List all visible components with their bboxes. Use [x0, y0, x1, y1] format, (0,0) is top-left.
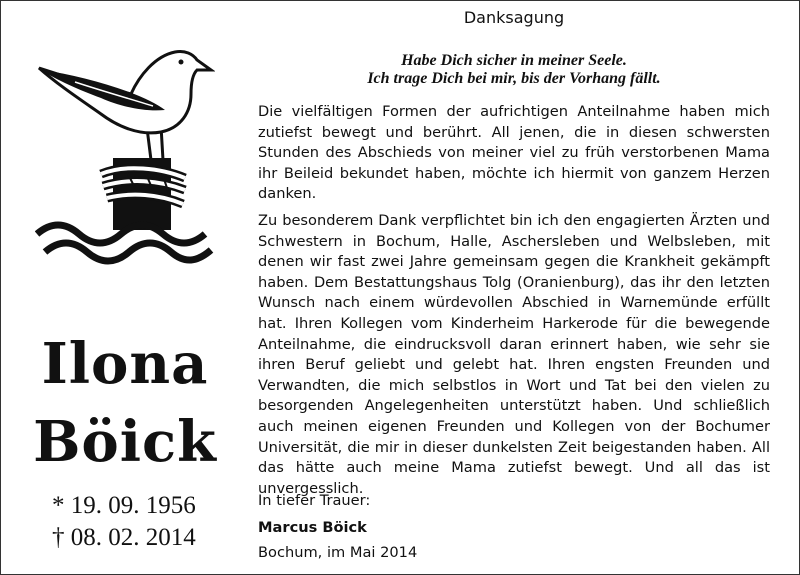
deceased-first-name: Ilona	[41, 331, 209, 397]
deceased-last-name: Böick	[33, 409, 217, 475]
motto-line-2: Ich trage Dich bei mir, bis der Vorhang fällt.	[367, 70, 661, 87]
signer-name: Marcus Böick	[258, 519, 367, 536]
motto	[258, 52, 770, 88]
thanks-paragraph-2: Zu besonderem Dank verpflichtet bin ich den engagierten Ärzten und Schwestern in Bochum, Halle, Aschersleben und Welbsleben, mit denen wir fast zwei Jahre gemeinsam gegen die Krankheit gekämpft haben. Dem Bestattungshaus Tolg (Oranienburg), das ihr den letzten Wunsch nach einem würdevollen Abschied in Warnemünde erfüllt hat. Ihren Kollegen vom Kinderheim Harkerode für die bewegende Anteilnahme, die eindrucksvoll daran erinnert haben, wie sehr sie ihren Beruf geliebt und gelebt hat. Ihren engsten Freunden und Verwandten, die mich selbstlos in Wort und Tat bei den vielen zu besorgenden Angelegenheiten unterstützt haben. Und schließlich auch meinen eigenen Freunden und Kollegen von der Bochumer Universität, die mir in dieser dunkelsten Zeit beigestanden haben. All das hätte auch meine Mama zutiefst bewegt. Und all das ist unvergesslich.	[258, 212, 770, 497]
death-date: † 08. 02. 2014	[52, 524, 196, 551]
notice-heading: Danksagung	[463, 8, 565, 27]
place-and-date: Bochum, im Mai 2014	[258, 544, 418, 561]
signoff-intro: In tiefer Trauer:	[258, 492, 371, 509]
motto-line-1: Habe Dich sicher in meiner Seele.	[401, 52, 627, 69]
birth-date: * 19. 09. 1956	[52, 492, 196, 519]
left-column	[0, 0, 250, 575]
seagull-on-post-icon	[35, 38, 215, 268]
thanks-paragraph-1: Die vielfältigen Formen der aufrichtigen Anteilnahme haben mich zutiefst bewegt und berührt. All jenen, die in diesen schwersten Stunden des Abschieds von meiner viel zu früh verstorbenen Mama ihr Beileid bekundet haben, möchte ich hiermit von ganzem Herzen danken.	[258, 103, 770, 203]
